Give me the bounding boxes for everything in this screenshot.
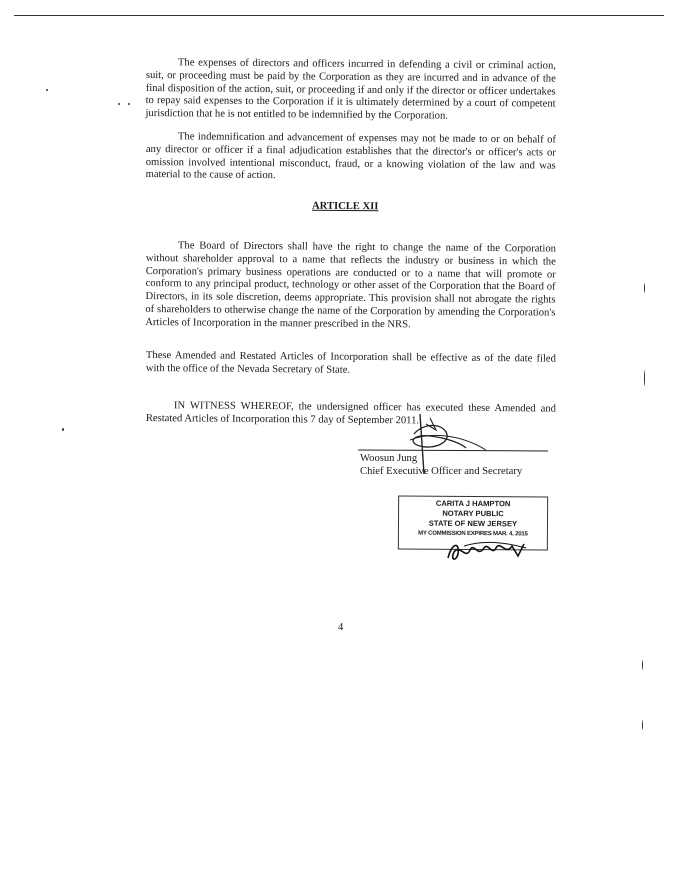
signer-title: Chief Executive Officer and Secretary [360,466,523,477]
notary-commission-expiry: MY COMMISSION EXPIRES MAR. 4, 2015 [418,530,528,538]
notary-public-label: NOTARY PUBLIC [442,508,504,519]
top-border-line [14,15,664,16]
paragraph-witness: IN WITNESS WHEREOF, the undersigned officer has executed these Amended and Restated Articles of Incorporation this 7 day of September 2011. [145,400,556,427]
paragraph-effective-date: These Amended and Restated Articles of Incorporation shall be effective as of the date filed with the office of the Nevada Secretary of State. [145,350,556,376]
notary-state: STATE OF NEW JERSEY [428,518,518,529]
scan-speck [118,103,120,105]
scan-speck [642,660,643,670]
page-number: 4 [338,622,344,633]
notary-name: CARITA J HAMPTON [435,498,511,509]
scan-speck [644,283,645,293]
scan-speck [128,103,130,105]
paragraph-expenses: The expenses of directors and officers incurred in defending a civil or criminal action, suit, or proceeding must be paid by the Corporation as they are incurred and in advance of the final disposition of the action, suit, or proceeding if and only if the director or officer undertakes to repay said expenses to the Corporation if it is ultimately determined by a court of competent jurisdiction that he is not entitled to be indemnified by the Corporation. [145,57,556,122]
scan-speck [46,89,48,91]
signer-name: Woosun Jung [360,453,418,464]
paragraph-name-change: The Board of Directors shall have the right to change the name of the Corporation without shareholder approval to a name that reflects the industry or business in which the Corporation's primary business operations are conducted or to a name that will promote or conform to any principal product, technology or other asset of the Corporation that the Board of Directors, in its sole discretion, deems appropriate. This provision shall not abrogate the rights of shareholders to otherwise change the name of the Corporation by amending the Corporation's Articles of Incorporation in the manner prescribed in the NRS. [145,240,556,331]
article-heading: ARTICLE XII [311,200,379,213]
scan-speck [644,370,645,386]
scan-speck [62,428,64,431]
notary-signature-image [444,536,530,566]
paragraph-indemnification: The indemnification and advancement of expenses may not be made to or on behalf of any director or officer if a final adjudication establishes that the director's or officer's acts or omission involved intentional misconduct, fraud, or a knowing violation of the law and was material to the cause of action. [145,131,556,182]
scan-speck [642,720,643,730]
